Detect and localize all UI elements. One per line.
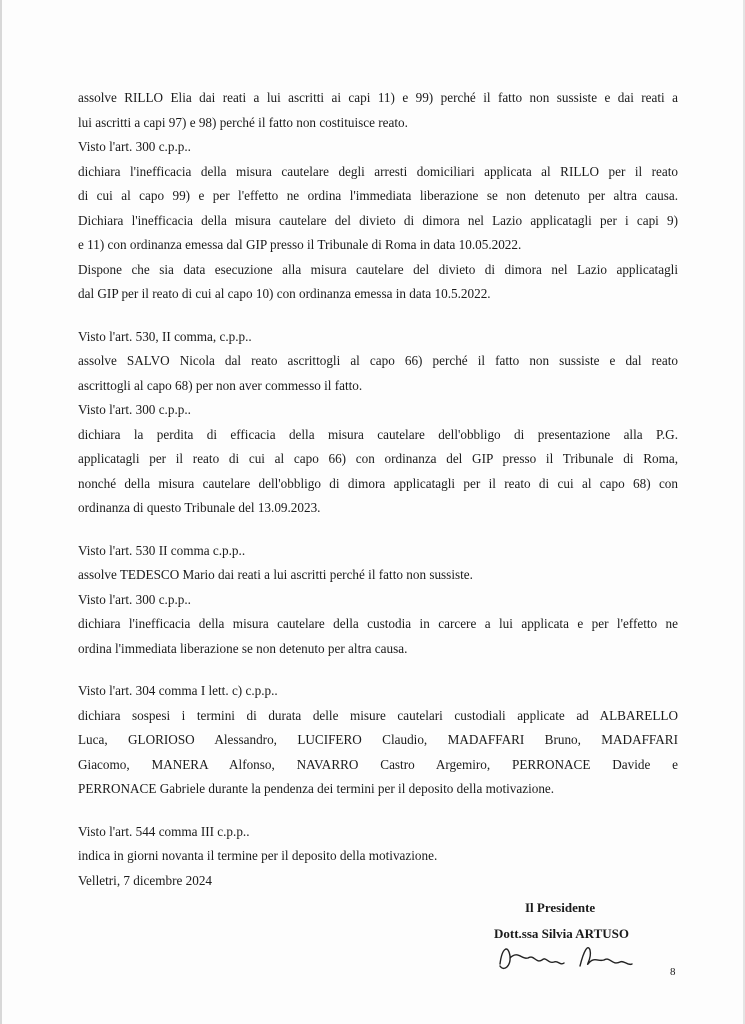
handwritten-signature-icon	[488, 936, 638, 976]
text-line: Visto l'art. 530 II comma c.p.p..	[78, 542, 246, 558]
paragraph-gap	[78, 307, 678, 325]
text-line: dichiara l'inefficacia della misura cautelare della custodia in carcere a lui applicata e per l'effetto ne	[78, 616, 678, 631]
signature-name: Dott.ssa Silvia ARTUSO	[494, 926, 629, 941]
text-line: PERRONACE Gabriele durante la pendenza dei termini per il deposito della motivazione.	[78, 781, 555, 796]
text-line: assolve TEDESCO Mario dai reati a lui ascritti perché il fatto non sussiste.	[78, 567, 473, 582]
page-edge-left	[0, 0, 2, 1024]
text-line: nonché della misura cautelare dell'obbligo di dimora applicatagli per il reato di cui al capo 68) con	[78, 475, 678, 491]
paragraph-gap	[78, 521, 678, 539]
text-line: Visto l'art. 544 comma III c.p.p..	[78, 823, 250, 839]
document-body	[78, 86, 678, 893]
text-line: assolve RILLO Elia dai reati a lui ascritti ai capi 11) e 99) perché il fatto non sussiste e dai reati a	[78, 90, 678, 105]
text-line: dichiara l'inefficacia della misura cautelare degli arresti domiciliari applicata al RILLO per il reato	[78, 163, 678, 179]
text-line: Visto l'art. 300 c.p.p..	[78, 402, 191, 417]
text-line: dichiara la perdita di efficacia della misura cautelare dell'obbligo di presentazione alla P.G.	[78, 426, 678, 442]
signature-title: Il Presidente	[525, 900, 596, 915]
text-line: Visto l'art. 300 c.p.p..	[78, 591, 191, 607]
text-line: dichiara sospesi i termini di durata delle misure cautelari custodiali applicate ad ALBARELLO	[78, 707, 678, 723]
text-line: Visto l'art. 300 c.p.p..	[78, 139, 191, 154]
text-line: Dichiara l'inefficacia della misura cautelare del divieto di dimora nel Lazio applicatagli per i capi 9)	[78, 212, 678, 228]
text-line: e 11) con ordinanza emessa dal GIP presso il Tribunale di Roma in data 10.05.2022.	[78, 237, 522, 252]
page-number: 8	[670, 966, 676, 978]
text-line: Giacomo, MANERA Alfonso, NAVARRO Castro Argemiro, PERRONACE Davide e	[78, 756, 678, 772]
text-line: lui ascritti a capi 97) e 98) perché il fatto non costituisce reato.	[78, 114, 408, 130]
text-line: applicatagli per il reato di cui al capo 66) con ordinanza del GIP presso il Tribunale di Roma,	[78, 451, 678, 466]
text-line: Visto l'art. 530, II comma, c.p.p..	[78, 328, 252, 344]
text-line: ascrittogli al capo 68) per non aver commesso il fatto.	[78, 377, 363, 393]
text-line: dal GIP per il reato di cui al capo 10) con ordinanza emessa in data 10.5.2022.	[78, 286, 491, 301]
text-line: Velletri, 7 dicembre 2024	[78, 872, 213, 888]
text-line: ordinanza di questo Tribunale del 13.09.2023.	[78, 500, 321, 515]
text-line: Visto l'art. 304 comma I lett. c) c.p.p..	[78, 683, 278, 698]
text-line: Luca, GLORIOSO Alessandro, LUCIFERO Claudio, MADAFFARI Bruno, MADAFFARI	[78, 732, 678, 747]
text-line: di cui al capo 99) e per l'effetto ne ordina l'immediata liberazione se non detenuto per altra causa.	[78, 188, 678, 203]
paragraph-gap	[78, 661, 678, 679]
text-line: Dispone che sia data esecuzione alla misura cautelare del divieto di dimora nel Lazio applicatagli	[78, 261, 678, 277]
text-line: indica in giorni novanta il termine per il deposito della motivazione.	[78, 848, 438, 863]
text-line: assolve SALVO Nicola dal reato ascrittogli al capo 66) perché il fatto non sussiste e dal reato	[78, 353, 678, 368]
paragraph-gap	[78, 802, 678, 820]
text-line: ordina l'immediata liberazione se non detenuto per altra causa.	[78, 640, 408, 656]
